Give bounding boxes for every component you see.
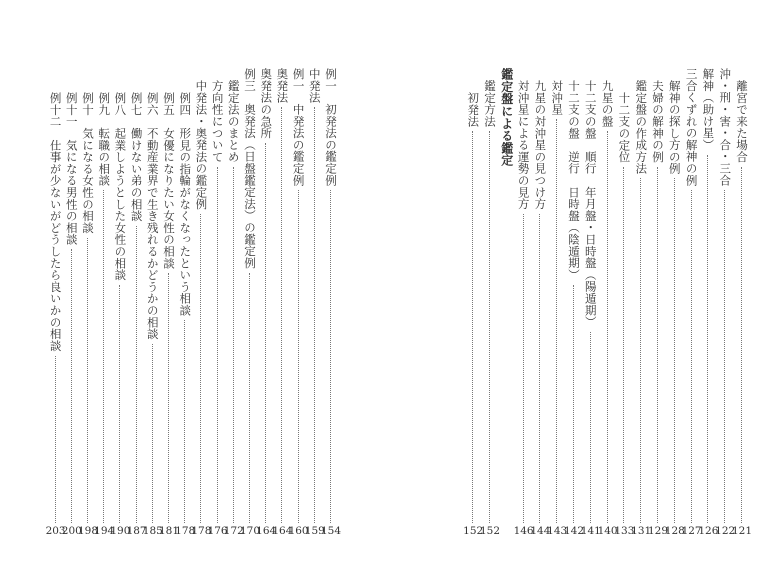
toc-entry[interactable] — [715, 0, 736, 585]
toc-page-number: 144 — [530, 525, 551, 537]
toc-page-number: 143 — [547, 525, 568, 537]
toc-leader-dots — [55, 356, 56, 523]
toc-leader-dots — [249, 273, 250, 523]
toc-leader-dots — [87, 238, 88, 523]
toc-entry-label: 例八 起業しようとした女性の相談 — [113, 92, 128, 281]
toc-entry[interactable] — [513, 0, 534, 585]
toc-page-number: 131 — [631, 525, 652, 537]
toc-entry[interactable] — [256, 0, 277, 585]
toc-entry[interactable] — [61, 0, 82, 585]
toc-leader-dots — [724, 190, 725, 523]
toc-entry[interactable] — [647, 0, 669, 585]
toc-leader-dots — [489, 131, 490, 523]
toc-page-number: 159 — [304, 525, 325, 537]
toc-entry[interactable] — [94, 0, 115, 585]
toc-entry-label: 沖・刑・害・合・三合 — [718, 68, 733, 186]
toc-entry[interactable] — [239, 0, 261, 585]
toc-entry-label: 解神（助け星） — [701, 68, 716, 151]
toc-entry-label: 例七 働けない弟の相談 — [129, 92, 144, 222]
toc-entry-label: 十二支の盤 順行 年月盤・日時盤（陽遁期） — [583, 80, 598, 328]
toc-leader-dots — [103, 190, 104, 523]
toc-entry-label: 十二支の定位 — [617, 92, 632, 163]
toc-page-number: 172 — [223, 525, 244, 537]
toc-leader-dots — [200, 214, 201, 523]
toc-page-number: 194 — [94, 525, 115, 537]
toc-section-heading: 鑑定盤による鑑定 — [499, 68, 514, 167]
toc-leader-dots — [707, 155, 708, 523]
toc-entry[interactable] — [479, 0, 501, 585]
toc-entry-label: 例九 転職の相談 — [97, 92, 112, 187]
toc-entry-label: 例十一 気になる男性の相談 — [64, 92, 79, 246]
toc-leader-dots — [265, 143, 266, 523]
toc-leader-dots — [607, 131, 608, 523]
toc-entry[interactable] — [664, 0, 685, 585]
toc-entry[interactable] — [547, 0, 568, 585]
toc-entry-label: 中発法 — [307, 68, 322, 104]
toc-leader-dots — [623, 167, 624, 523]
toc-entry[interactable] — [126, 0, 147, 585]
toc-page-number: 170 — [239, 525, 261, 537]
toc-entry-label: 初発法 — [466, 92, 481, 128]
toc-entry[interactable] — [191, 0, 212, 585]
toc-entry[interactable] — [681, 0, 702, 585]
toc-entry[interactable] — [223, 0, 244, 585]
toc-entry-label: 奥発法の急所 — [259, 68, 274, 139]
toc-leader-dots — [71, 249, 72, 523]
toc-leader-dots — [691, 190, 692, 523]
toc-leader-dots — [298, 190, 299, 523]
toc-entry-label: 奥発法 — [275, 68, 290, 104]
toc-entry-label: 例一 初発法の鑑定例 — [324, 68, 338, 186]
toc-entry[interactable] — [563, 0, 585, 585]
toc-entry[interactable] — [580, 0, 601, 585]
toc-entry[interactable] — [110, 0, 131, 585]
toc-leader-dots — [472, 131, 473, 523]
toc-leader-dots — [281, 107, 282, 523]
toc-leader-dots — [314, 107, 315, 523]
toc-entry-label: 方向性について — [210, 80, 225, 163]
toc-leader-dots — [168, 273, 169, 523]
toc-page-number: 203 — [45, 525, 66, 537]
toc-entry-label: 例一 中発法の鑑定例 — [291, 68, 306, 186]
toc-entry-label: 十二支の盤 逆行 日時盤（陰遁期） — [567, 80, 581, 281]
toc-page-number: 122 — [715, 525, 736, 537]
toc-page-number: 126 — [698, 525, 719, 537]
toc-page-number: 141 — [580, 525, 601, 537]
toc-page-number: 178 — [191, 525, 212, 537]
toc-page-number: 154 — [320, 525, 342, 537]
toc-entry[interactable] — [45, 0, 66, 585]
toc-page-number: 129 — [647, 525, 669, 537]
toc-entry-label: 例十二 仕事が少ないがどうしたら良いかの相談 — [48, 92, 63, 352]
toc-entry-label: 離宮で来た場合 — [735, 80, 749, 163]
toc-entry-label: 例六 不動産業界で生き残れるかどうかの相談 — [145, 92, 160, 340]
toc-entry-label: 夫婦の解神の例 — [651, 80, 665, 163]
toc-entry[interactable] — [304, 0, 325, 585]
toc-entry-label: 鑑定法のまとめ — [226, 80, 241, 163]
toc-leader-dots — [330, 190, 331, 523]
toc-entry[interactable] — [698, 0, 719, 585]
toc-entry-label: 中発法・奥発法の鑑定例 — [194, 80, 209, 210]
toc-page-number: 185 — [142, 525, 163, 537]
toc-page-number: 178 — [175, 525, 196, 537]
toc-leader-dots — [152, 344, 153, 523]
toc-entry-label: 鑑定方法 — [483, 80, 497, 128]
toc-page-number: 187 — [126, 525, 147, 537]
toc-leader-dots — [657, 167, 658, 523]
toc-page-number: 127 — [681, 525, 702, 537]
toc-page-number: 198 — [77, 525, 99, 537]
toc-leader-dots — [539, 214, 540, 523]
toc-page-number: 164 — [272, 525, 293, 537]
toc-entry[interactable] — [288, 0, 309, 585]
toc-leader-dots — [741, 167, 742, 523]
toc-entry[interactable] — [597, 0, 618, 585]
toc-entry[interactable] — [175, 0, 196, 585]
toc-page-number: 142 — [563, 525, 585, 537]
toc-entry-label: 例三 奥発法（日盤鑑定法）の鑑定例 — [243, 68, 257, 269]
toc-entry[interactable] — [631, 0, 652, 585]
toc-entry[interactable] — [142, 0, 163, 585]
toc-entry-label: 三合くずれの解神の例 — [684, 68, 699, 186]
toc-entry[interactable] — [207, 0, 228, 585]
toc-entry-label: 解神の探し方の例 — [667, 80, 682, 175]
toc-page-number: 160 — [288, 525, 309, 537]
toc-entry-label: 九星の対沖星の見つけ方 — [533, 80, 548, 210]
toc-entry-label: 九星の盤 — [600, 80, 615, 128]
toc-page-number: 181 — [158, 525, 180, 537]
toc-page-number: 176 — [207, 525, 228, 537]
toc-leader-dots — [136, 226, 137, 523]
toc-entry[interactable] — [320, 0, 342, 585]
toc-leader-dots — [573, 285, 574, 523]
toc-page-number: 140 — [597, 525, 618, 537]
toc-entry-label: 例十 気になる女性の相談 — [81, 92, 95, 234]
toc-entry-label: 鑑定盤の作成方法 — [634, 80, 649, 175]
toc-page-number: 164 — [256, 525, 277, 537]
toc-entry-label: 対沖星による運勢の見方 — [516, 80, 531, 210]
toc-leader-dots — [556, 119, 557, 523]
toc-page-number: 146 — [513, 525, 534, 537]
toc-page-number: 190 — [110, 525, 131, 537]
toc-entry[interactable] — [463, 0, 484, 585]
toc-page-number: 152 — [479, 525, 501, 537]
toc-leader-dots — [119, 285, 120, 523]
toc-leader-dots — [523, 214, 524, 523]
toc-entry[interactable] — [77, 0, 99, 585]
right-page — [390, 0, 780, 585]
toc-entry[interactable] — [614, 0, 635, 585]
toc-leader-dots — [640, 178, 641, 523]
toc-entry[interactable] — [731, 0, 753, 585]
toc-leader-dots — [217, 167, 218, 523]
toc-page-number: 121 — [731, 525, 753, 537]
toc-page-number: 133 — [614, 525, 635, 537]
toc-page-number: 200 — [61, 525, 82, 537]
toc-entry[interactable] — [158, 0, 180, 585]
toc-entry-label: 例四 形見の指輪がなくなったという相談 — [178, 92, 193, 317]
toc-entry[interactable] — [272, 0, 293, 585]
toc-leader-dots — [674, 178, 675, 523]
toc-leader-dots — [233, 167, 234, 523]
toc-page-number: 128 — [664, 525, 685, 537]
toc-entry-label: 対沖星 — [550, 80, 565, 116]
toc-entry-label: 例五 女優になりたい女性の相談 — [162, 92, 176, 269]
toc-entry[interactable] — [499, 0, 515, 585]
toc-leader-dots — [590, 332, 591, 523]
toc-page-number: 152 — [463, 525, 484, 537]
toc-entry[interactable] — [530, 0, 551, 585]
toc-leader-dots — [184, 320, 185, 523]
